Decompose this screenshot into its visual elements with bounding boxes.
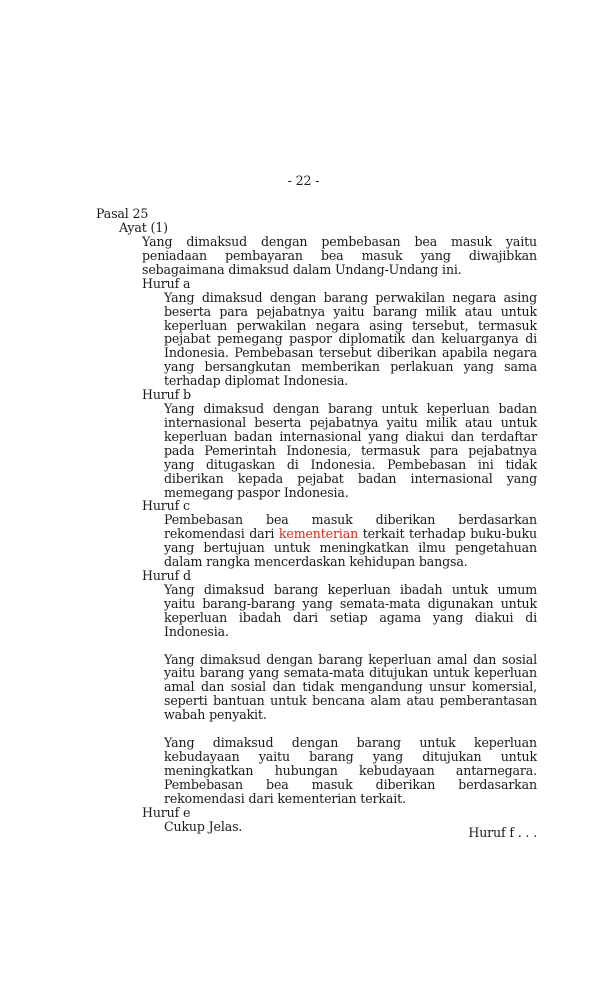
huruf-c-heading: Huruf c (142, 498, 190, 514)
page-number: - 22 - (287, 173, 320, 188)
huruf-e-paragraph: Cukup Jelas. (164, 818, 243, 834)
huruf-a-heading: Huruf a (142, 275, 191, 291)
huruf-e-heading: Huruf e (142, 804, 191, 820)
huruf-d-heading: Huruf d (142, 568, 191, 584)
huruf-b-paragraph: Yang dimaksud dengan barang untuk keperluan badan internasional beserta pejabatnya yaitu milik atau untuk keperluan badan internasional yang diakui dan terdaftar pada Pemerintah Indonesia, termasuk para pejabatnya yang ditugaskan di Indonesia. Pembebasan ini tidak diberikan kepada pejabat badan internasional yang memegang paspor Indonesia. (164, 401, 537, 500)
ayat-intro-paragraph: Yang dimaksud dengan pembebasan bea masuk yaitu peniadaan pembayaran bea masuk yang diwajibkan sebagaimana dimaksud dalam Undang-Undang ini. (142, 234, 537, 277)
next-page-reference: Huruf f . . . (468, 825, 537, 840)
huruf-d-paragraph-ibadah: Yang dimaksud barang keperluan ibadah untuk umum yaitu barang-barang yang semata-mata digunakan untuk keperluan ibadah dari setiap agama yang diakui di Indonesia. (164, 582, 537, 639)
pasal-heading: Pasal 25 (96, 206, 149, 221)
huruf-d-paragraph-amal: Yang dimaksud dengan barang keperluan amal dan sosial yaitu barang yang semata-mata ditujukan untuk keperluan amal dan sosial dan tidak mengandung unsur komersial, seperti bantuan untuk bencana alam atau pemberantasan wabah penyakit. (164, 651, 537, 723)
huruf-c-paragraph (164, 513, 537, 569)
ayat-heading: Ayat (1) (119, 220, 168, 235)
huruf-b-heading: Huruf b (142, 387, 191, 403)
huruf-a-paragraph: Yang dimaksud dengan barang perwakilan negara asing beserta para pejabatnya yaitu barang milik atau untuk keperluan perwakilan negara asing tersebut, termasuk pejabat pemegang paspor diplomatik dan keluarganya di Indonesia. Pembebasan tersebut diberikan apabila negara yang bersangkutan memberikan perlakuan yang sama terhadap diplomat Indonesia. (164, 289, 537, 389)
huruf-c-text-after: terkait terhadap buku-buku yang bertujuan untuk meningkatkan ilmu pengetahuan dalam rangka mencerdaskan kehidupan bangsa. (164, 526, 538, 570)
kementerian-highlight: kementerian (278, 526, 359, 542)
huruf-d-paragraph-kebudayaan: Yang dimaksud dengan barang untuk keperluan kebudayaan yaitu barang yang ditujukan untuk meningkatkan hubungan kebudayaan antarnegara. Pembebasan bea masuk diberikan berdasarkan rekomendasi dari kementerian terkait. (164, 734, 537, 806)
paragraph-gap (0, 722, 607, 736)
huruf-c-text-before: Pembebasan bea masuk diberikan berdasarkan rekomendasi dari (164, 512, 537, 542)
paragraph-gap (0, 639, 607, 653)
document-body (0, 207, 607, 833)
